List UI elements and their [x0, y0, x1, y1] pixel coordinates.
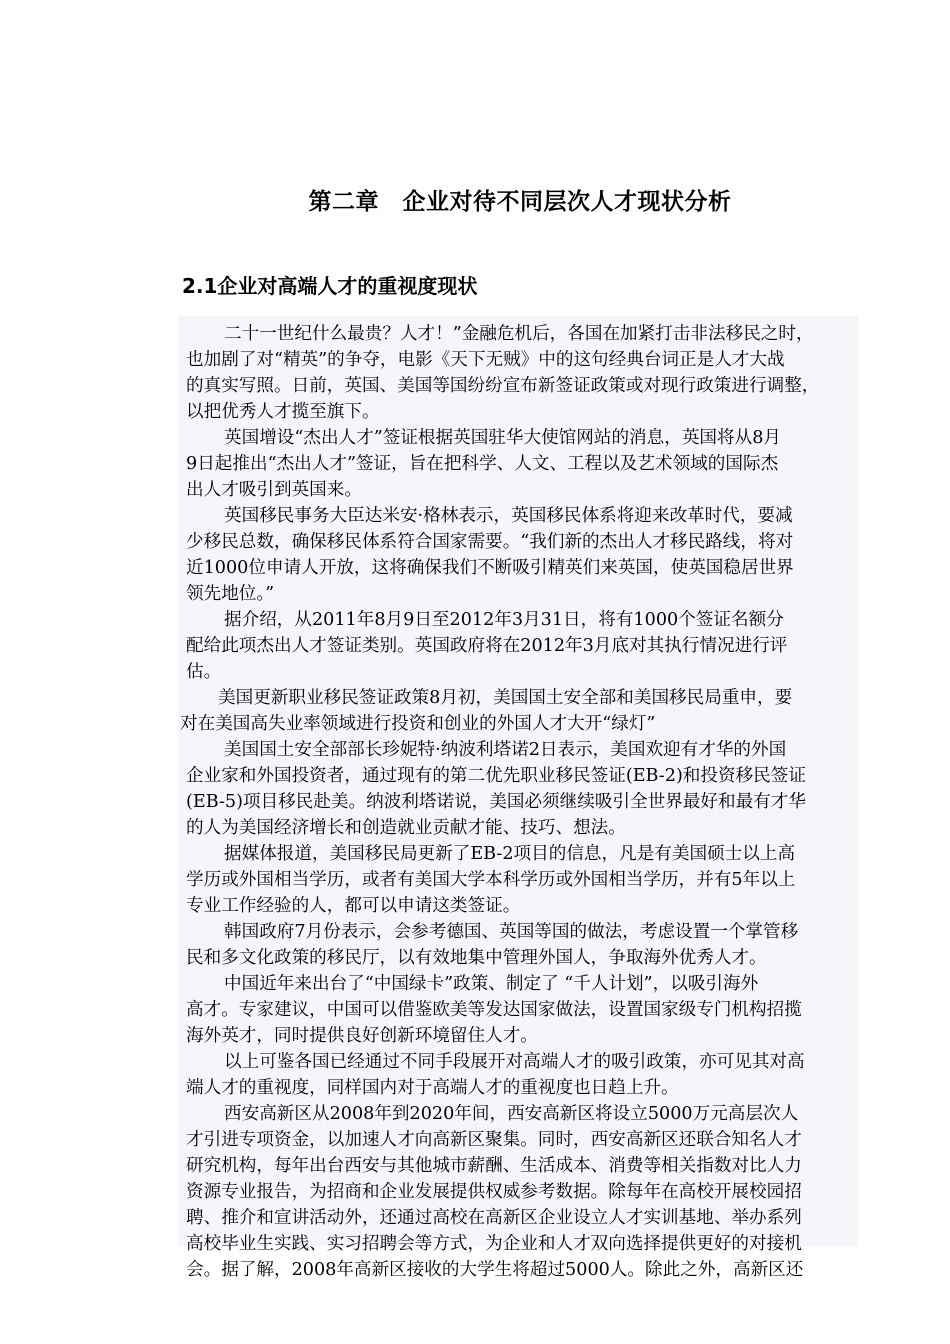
- text-line: 西安高新区从2008年到2020年间，西安高新区将设立5000万元高层次人: [224, 1104, 799, 1124]
- text-line: 的真实写照。日前，英国、美国等国纷纷宣布新签证政策或对现行政策进行调整，: [186, 376, 820, 396]
- text-line: 以上可鉴各国已经通过不同手段展开对高端人才的吸引政策，亦可见其对高: [224, 1052, 805, 1072]
- text-line: (EB-5)项目移民赴美。纳波利塔诺说，美国必须继续吸引全世界最好和最有才华: [186, 792, 806, 812]
- text-line: 的人为美国经济增长和创造就业贡献才能、技巧、想法。: [186, 818, 626, 838]
- chapter-title: 第二章 企业对待不同层次人才现状分析: [308, 189, 732, 215]
- text-line: 9日起推出“杰出人才”签证，旨在把科学、人文、工程以及艺术领域的国际杰: [186, 454, 779, 474]
- text-line: 估。: [186, 662, 222, 682]
- text-line: 高才。专家建议，中国可以借鉴欧美等发达国家做法，设置国家级专门机构招揽: [186, 1000, 802, 1020]
- text-line: 聘、推介和宣讲活动外，还通过高校在高新区企业设立人才实训基地、举办系列: [186, 1208, 802, 1228]
- text-line: 近1000位申请人开放，这将确保我们不断吸引精英们来英国，使英国稳居世界: [186, 558, 794, 578]
- text-line: 中国近年来出台了“中国绿卡”政策、制定了 “千人计划”，以吸引海外: [224, 974, 759, 994]
- text-line: 资源专业报告，为招商和企业发展提供权威参考数据。除每年在高校开展校园招: [186, 1182, 802, 1202]
- text-line: 据介绍，从2011年8月9日至2012年3月31日，将有1000个签证名额分: [224, 610, 784, 630]
- text-line: 企业家和外国投资者，通过现有的第二优先职业移民签证(EB-2)和投资移民签证: [186, 766, 806, 786]
- text-line: 领先地位。”: [186, 584, 275, 604]
- text-line: 据媒体报道，美国移民局更新了EB-2项目的信息，凡是有美国硕士以上高: [224, 844, 796, 864]
- text-line: 美国国土安全部部长珍妮特·纳波利塔诺2日表示，美国欢迎有才华的外国: [224, 740, 787, 760]
- section-title: 2.1企业对高端人才的重视度现状: [182, 274, 478, 298]
- text-line: 英国增设“杰出人才”签证根据英国驻华大使馆网站的消息，英国将从8月: [224, 428, 781, 448]
- text-line: 对在美国高失业率领域进行投资和创业的外国人才大开“绿灯”: [180, 714, 656, 734]
- text-line: 研究机构，每年出台西安与其他城市薪酬、生活成本、消费等相关指数对比人力: [186, 1156, 802, 1176]
- text-line: 配给此项杰出人才签证类别。英国政府将在2012年3月底对其执行情况进行评: [186, 636, 788, 656]
- text-line: 会。据了解，2008年高新区接收的大学生将超过5000人。除此之外，高新区还: [186, 1260, 804, 1280]
- text-line: 端人才的重视度，同样国内对于高端人才的重视度也日趋上升。: [186, 1078, 679, 1098]
- text-line: 也加剧了对“精英”的争夺，电影《天下无贼》中的这句经典台词正是人才大战: [186, 350, 785, 370]
- text-line: 海外英才，同时提供良好创新环境留住人才。: [186, 1026, 538, 1046]
- text-line: 少移民总数，确保移民体系符合国家需要。“我们新的杰出人才移民路线，将对: [186, 532, 794, 552]
- text-line: 美国更新职业移民签证政策8月初，美国国土安全部和美国移民局重申，要: [218, 688, 793, 708]
- text-line: 以把优秀人才揽至旗下。: [186, 402, 380, 422]
- text-line: 韩国政府7月份表示，会参考德国、英国等国的做法，考虑设置一个掌管移: [224, 922, 799, 942]
- text-line: 高校毕业生实践、实习招聘会等方式，为企业和人才双向选择提供更好的对接机: [186, 1234, 802, 1254]
- text-line: 出人才吸引到英国来。: [186, 480, 362, 500]
- text-line: 才引进专项资金，以加速人才向高新区聚集。同时，西安高新区还联合知名人才: [186, 1130, 802, 1150]
- text-line: 英国移民事务大臣达米安·格林表示，英国移民体系将迎来改革时代，要减: [224, 506, 793, 526]
- text-line: 二十一世纪什么最贵？人才！”金融危机后，各国在加紧打击非法移民之时，: [224, 324, 814, 344]
- text-line: 民和多文化政策的移民厅，以有效地集中管理外国人，争取海外优秀人才。: [186, 948, 767, 968]
- text-line: 学历或外国相当学历，或者有美国大学本科学历或外国相当学历，并有5年以上: [186, 870, 796, 890]
- text-line: 专业工作经验的人，都可以申请这类签证。: [186, 896, 521, 916]
